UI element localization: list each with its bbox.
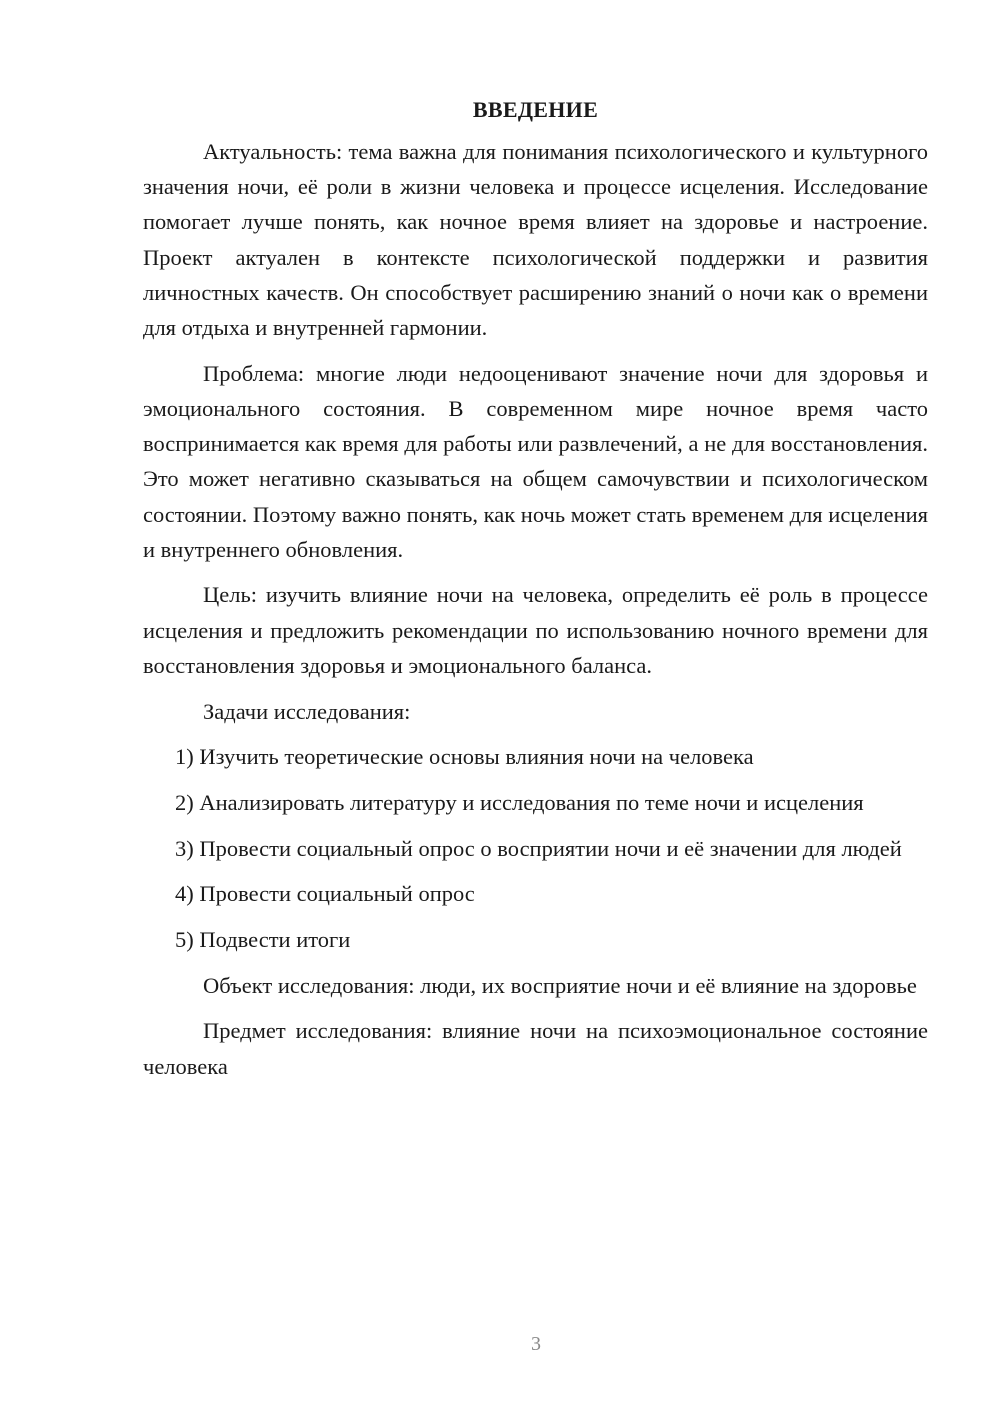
task-item: 2) Анализировать литературу и исследования по теме ночи и исцеления [175,789,864,815]
problem-paragraph: Проблема: многие люди недооценивают значение ночи для здоровья и эмоционального состояния. В современном мире ночное время часто воспринимается как время для работы или развлечений, а не для восстановления. Это может негативно сказываться на общем самочувствии и психологическом состоянии. Поэтому важно понять, как ночь может стать временем для исцеления и внутреннего обновления. [143,360,928,562]
page-number: 3 [531,1333,541,1355]
goal-paragraph: Цель: изучить влияние ночи на человека, определить её роль в процессе исцеления и предложить рекомендации по использованию ночного времени для восстановления здоровья и эмоционального баланса. [143,582,928,678]
task-item: 5) Подвести итоги [175,927,351,953]
object-paragraph: Объект исследования: люди, их восприятие ночи и её влияние на здоровье [203,972,917,998]
section-heading: ВВЕДЕНИЕ [472,97,599,122]
task-item: 3) Провести социальный опрос о восприятии ночи и её значении для людей [175,835,902,861]
document-page [143,94,928,1094]
task-item: 1) Изучить теоретические основы влияния ночи на человека [175,744,754,770]
task-item: 4) Провести социальный опрос [175,881,475,907]
tasks-title: Задачи исследования: [203,698,411,724]
subject-paragraph: Предмет исследования: влияние ночи на психоэмоциональное состояние человека [143,1018,928,1079]
relevance-paragraph: Актуальность: тема важна для понимания психологического и культурного значения ночи, её роли в жизни человека и процессе исцеления. Исследование помогает лучше понять, как ночное время влияет на здоровье и настроение. Проект актуален в контексте психологической поддержки и развития личностных качеств. Он способствует расширению знаний о ночи как о времени для отдыха и внутренней гармонии. [143,139,928,341]
